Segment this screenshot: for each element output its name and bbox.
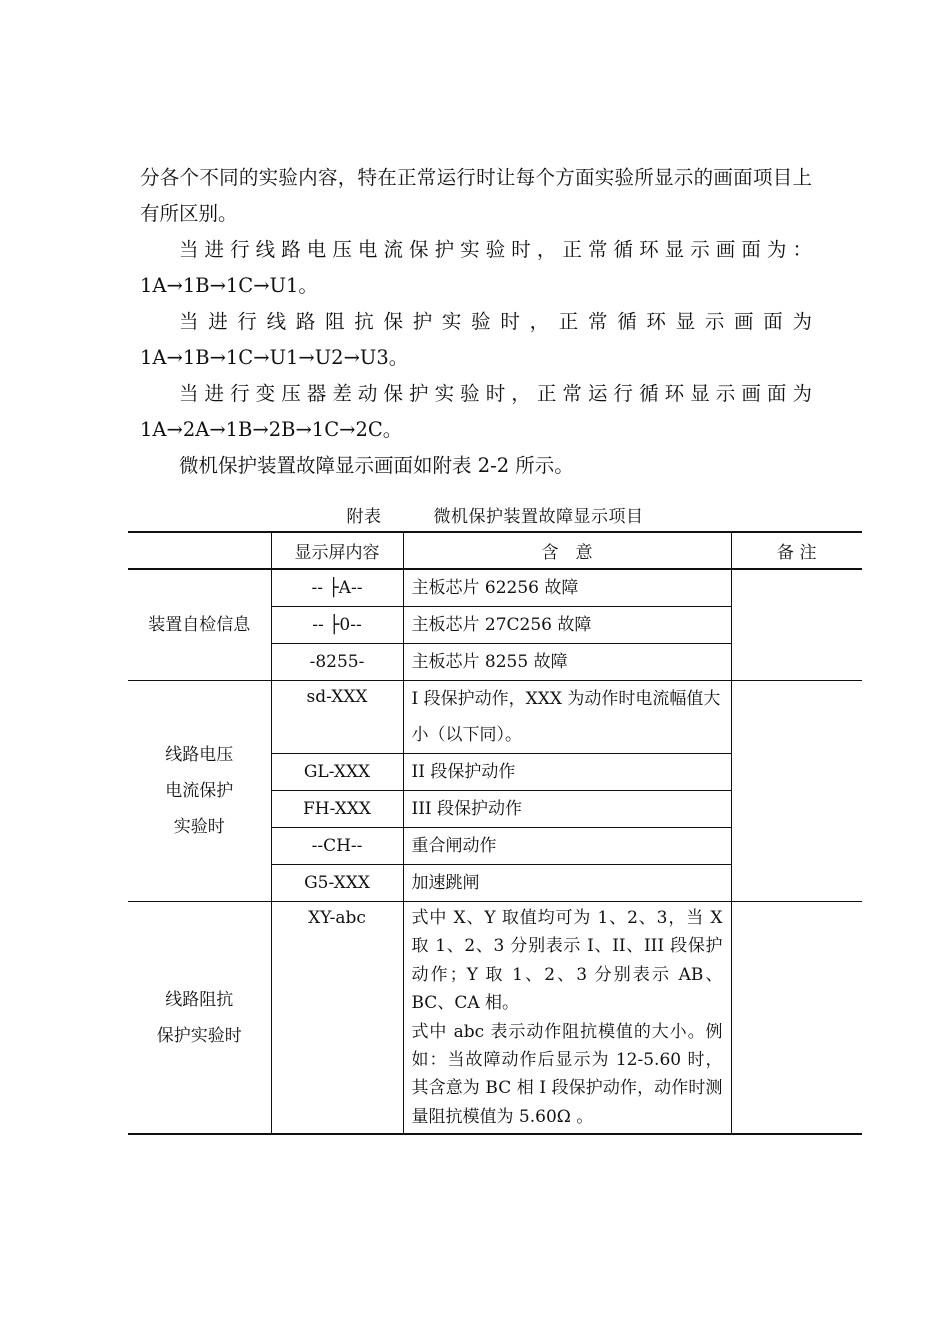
fault-display-table [128,531,862,1135]
category-self-check: 装置自检信息 [128,569,271,681]
meaning-cell [403,902,731,1135]
table-row [128,902,862,1135]
meaning-part: 式中 X、Y 取值均可为 1、2、3，当 X 取 1、2、3 分别表示 I、II、III 段保护动作；Y 取 1、2、3 分别表示 AB、BC、CA 相。 [411,908,723,1014]
display-code: FH-XXX [271,791,403,828]
paragraph-transformer: 当进行变压器差动保护实验时，正常运行循环显示画面为 1A→2A→1B→2B→1C→2C。 [140,382,812,441]
table-header-row [128,532,862,569]
display-code: G5-XXX [271,865,403,902]
meaning-cell: 主板芯片 62256 故障 [403,569,731,607]
remark-cell [731,902,862,1135]
category-impedance [128,902,271,1135]
header-category [128,532,271,569]
table-row [128,681,862,754]
category-line: 实验时 [173,817,225,837]
meaning-cell: 主板芯片 8255 故障 [403,644,731,681]
paragraph-impedance: 当进行线路阻抗保护实验时，正常循环显示画面为 1A→1B→1C→U1→U2→U3。 [140,310,812,369]
paragraph-fault-display: 微机保护装置故障显示画面如附表 2-2 所示。 [179,454,574,477]
meaning-cell: 重合闸动作 [403,828,731,865]
header-display-content: 显示屏内容 [271,532,403,569]
display-code: -- ├0-- [271,607,403,644]
meaning-cell: III 段保护动作 [403,791,731,828]
header-remarks: 备 注 [731,532,862,569]
display-code: -8255- [271,644,403,681]
meaning-cell: I 段保护动作，XXX 为动作时电流幅值大小（以下同）。 [403,681,731,754]
category-voltage-current [128,681,271,902]
category-line: 线路电压 [165,745,234,765]
caption-prefix: 附表 [346,507,382,527]
meaning-cell: II 段保护动作 [403,754,731,791]
category-line: 电流保护 [165,781,234,801]
table-row [128,569,862,607]
caption-title: 微机保护装置故障显示项目 [433,507,644,527]
display-code: -- ├A-- [271,569,403,607]
category-line: 线路阻抗 [165,989,234,1010]
table-caption [128,502,862,527]
category-line: 保护实验时 [156,1025,242,1046]
paragraph-voltage-current: 当进行线路电压电流保护实验时，正常循环显示画面为：1A→1B→1C→U1。 [140,238,812,297]
display-code: XY-abc [271,902,403,1135]
paragraph-intro: 分各个不同的实验内容，特在正常运行时让每个方面实验所显示的画面项目上有所区别。 [140,166,812,225]
meaning-part: 式中 abc 表示动作阻抗模值的大小。例如：当故障动作后显示为 12-5.60 时，其含意为 BC 相 I 段保护动作，动作时测量阻抗模值为 5.60Ω 。 [411,1021,723,1127]
display-code: sd-XXX [271,681,403,754]
display-code: GL-XXX [271,754,403,791]
meaning-cell: 加速跳闸 [403,865,731,902]
meaning-cell: 主板芯片 27C256 故障 [403,607,731,644]
display-code: --CH-- [271,828,403,865]
remark-cell [731,681,862,902]
remark-cell [731,569,862,681]
header-meaning: 含 意 [403,532,731,569]
